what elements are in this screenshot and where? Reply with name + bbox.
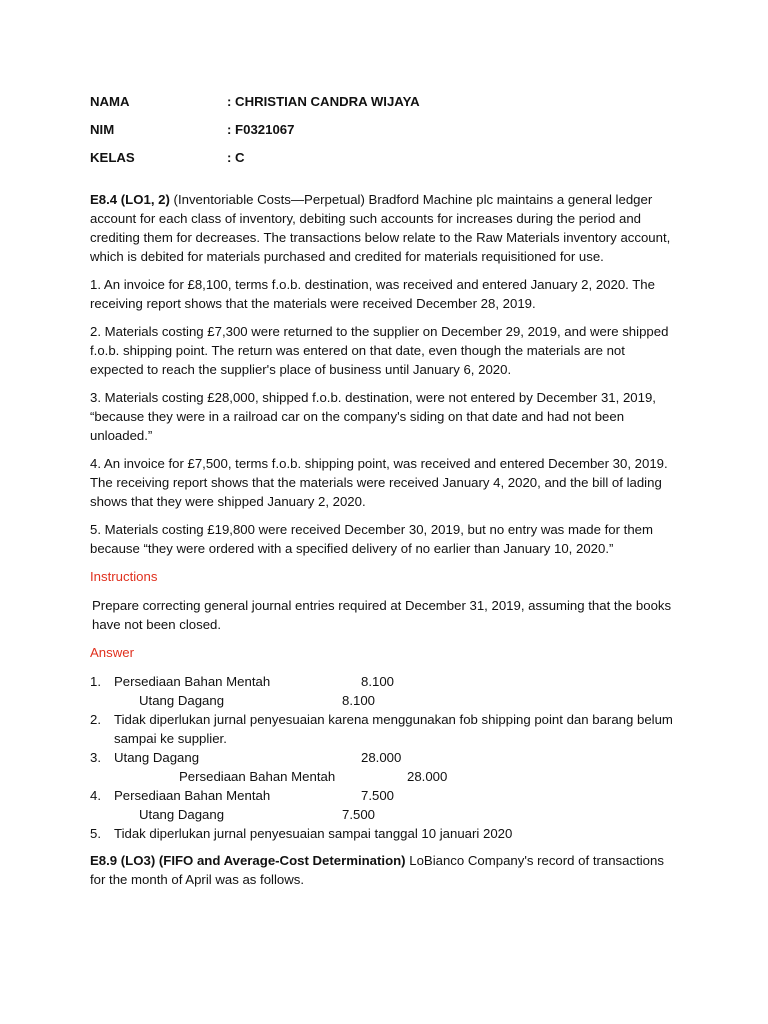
debit-account: Persediaan Bahan Mentah (114, 788, 271, 803)
journal-debit-row (114, 786, 682, 805)
answer-number: 4. (90, 788, 101, 803)
exercise-e89-intro (90, 851, 682, 889)
identity-label: NAMA (90, 94, 130, 109)
debit-amount: 8.100 (361, 674, 395, 689)
journal-credit-row (114, 805, 682, 824)
exercise-heading: E8.4 (LO1, 2) (90, 192, 170, 207)
transaction-item: 1. An invoice for £8,100, terms f.o.b. destination, was received and entered January 2, 2020. The receiving report shows that the materials were received December 28, 2019. (90, 277, 655, 311)
document-page (90, 92, 682, 898)
transaction-item: 5. Materials costing £19,800 were received December 30, 2019, but no entry was made for them because “they were ordered with a specified delivery of no earlier than January 10, 2020.” (90, 522, 653, 556)
answer-list (90, 672, 682, 843)
answer-text: Tidak diperlukan jurnal penyesuaian sampai tanggal 10 januari 2020 (114, 826, 513, 841)
credit-account: Utang Dagang (139, 693, 225, 708)
answer-number: 5. (90, 826, 101, 841)
journal-debit-row (114, 672, 682, 691)
identity-row-nama (90, 92, 682, 111)
answer-text: Tidak diperlukan jurnal penyesuaian karena menggunakan fob shipping point dan barang belum sampai ke supplier. (114, 712, 673, 746)
exercise-heading: E8.9 (LO3) (FIFO and Average-Cost Determination) (90, 853, 406, 868)
identity-row-nim (90, 120, 682, 139)
transaction-item: 3. Materials costing £28,000, shipped f.o.b. destination, were not entered by December 31, 2019, “because they were in a railroad car on the company's siding on that date and had not been unloaded.” (90, 390, 656, 443)
answer-item-5 (90, 824, 682, 843)
answer-number: 3. (90, 750, 101, 765)
answer-item-1 (90, 672, 682, 710)
answer-item-4 (90, 786, 682, 824)
transaction-item: 4. An invoice for £7,500, terms f.o.b. shipping point, was received and entered December 30, 2019. The receiving report shows that the materials were received January 4, 2020, and the bill of lading shows that they were shipped January 2, 2020. (90, 456, 668, 509)
journal-debit-row (114, 748, 682, 767)
answer-item-3 (90, 748, 682, 786)
transaction-item: 2. Materials costing £7,300 were returned to the supplier on December 29, 2019, and were shipped f.o.b. shipping point. The return was entered on that date, even though the materials are not expected to reach the supplier's place of business until January 6, 2020. (90, 324, 669, 377)
exercise-e84-intro (90, 190, 682, 266)
credit-account: Persediaan Bahan Mentah (179, 769, 336, 784)
debit-amount: 7.500 (361, 788, 395, 803)
identity-value: : CHRISTIAN CANDRA WIJAYA (227, 94, 420, 109)
credit-amount: 28.000 (407, 769, 448, 784)
credit-amount: 8.100 (342, 693, 376, 708)
identity-label: NIM (90, 122, 115, 137)
instructions-text: Prepare correcting general journal entries required at December 31, 2019, assuming that the books have not been closed. (92, 598, 672, 632)
credit-amount: 7.500 (342, 807, 376, 822)
identity-row-kelas (90, 148, 682, 167)
answer-number: 1. (90, 674, 101, 689)
journal-credit-row (114, 691, 682, 710)
debit-account: Utang Dagang (114, 750, 200, 765)
answer-label: Answer (90, 645, 134, 660)
student-identity (90, 92, 682, 167)
identity-value: : F0321067 (227, 122, 295, 137)
exercise-intro-text: (Inventoriable Costs—Perpetual) Bradford Machine plc maintains a general ledger account for each class of inventory, debiting such accounts for increases during the period and crediting them for decreases. The transactions below relate to the Raw Materials inventory account, which is debited for materials purchased and credited for materials requisitioned for use. (90, 192, 671, 264)
credit-account: Utang Dagang (139, 807, 225, 822)
instructions-label: Instructions (90, 569, 158, 584)
debit-amount: 28.000 (361, 750, 402, 765)
answer-item-2 (90, 710, 682, 748)
identity-label: KELAS (90, 150, 135, 165)
identity-value: : C (227, 150, 245, 165)
journal-credit-row (114, 767, 682, 786)
debit-account: Persediaan Bahan Mentah (114, 674, 271, 689)
answer-number: 2. (90, 712, 101, 727)
exercise-intro-text: LoBianco Company's record of transactions for the month of April was as follows. (90, 853, 664, 887)
